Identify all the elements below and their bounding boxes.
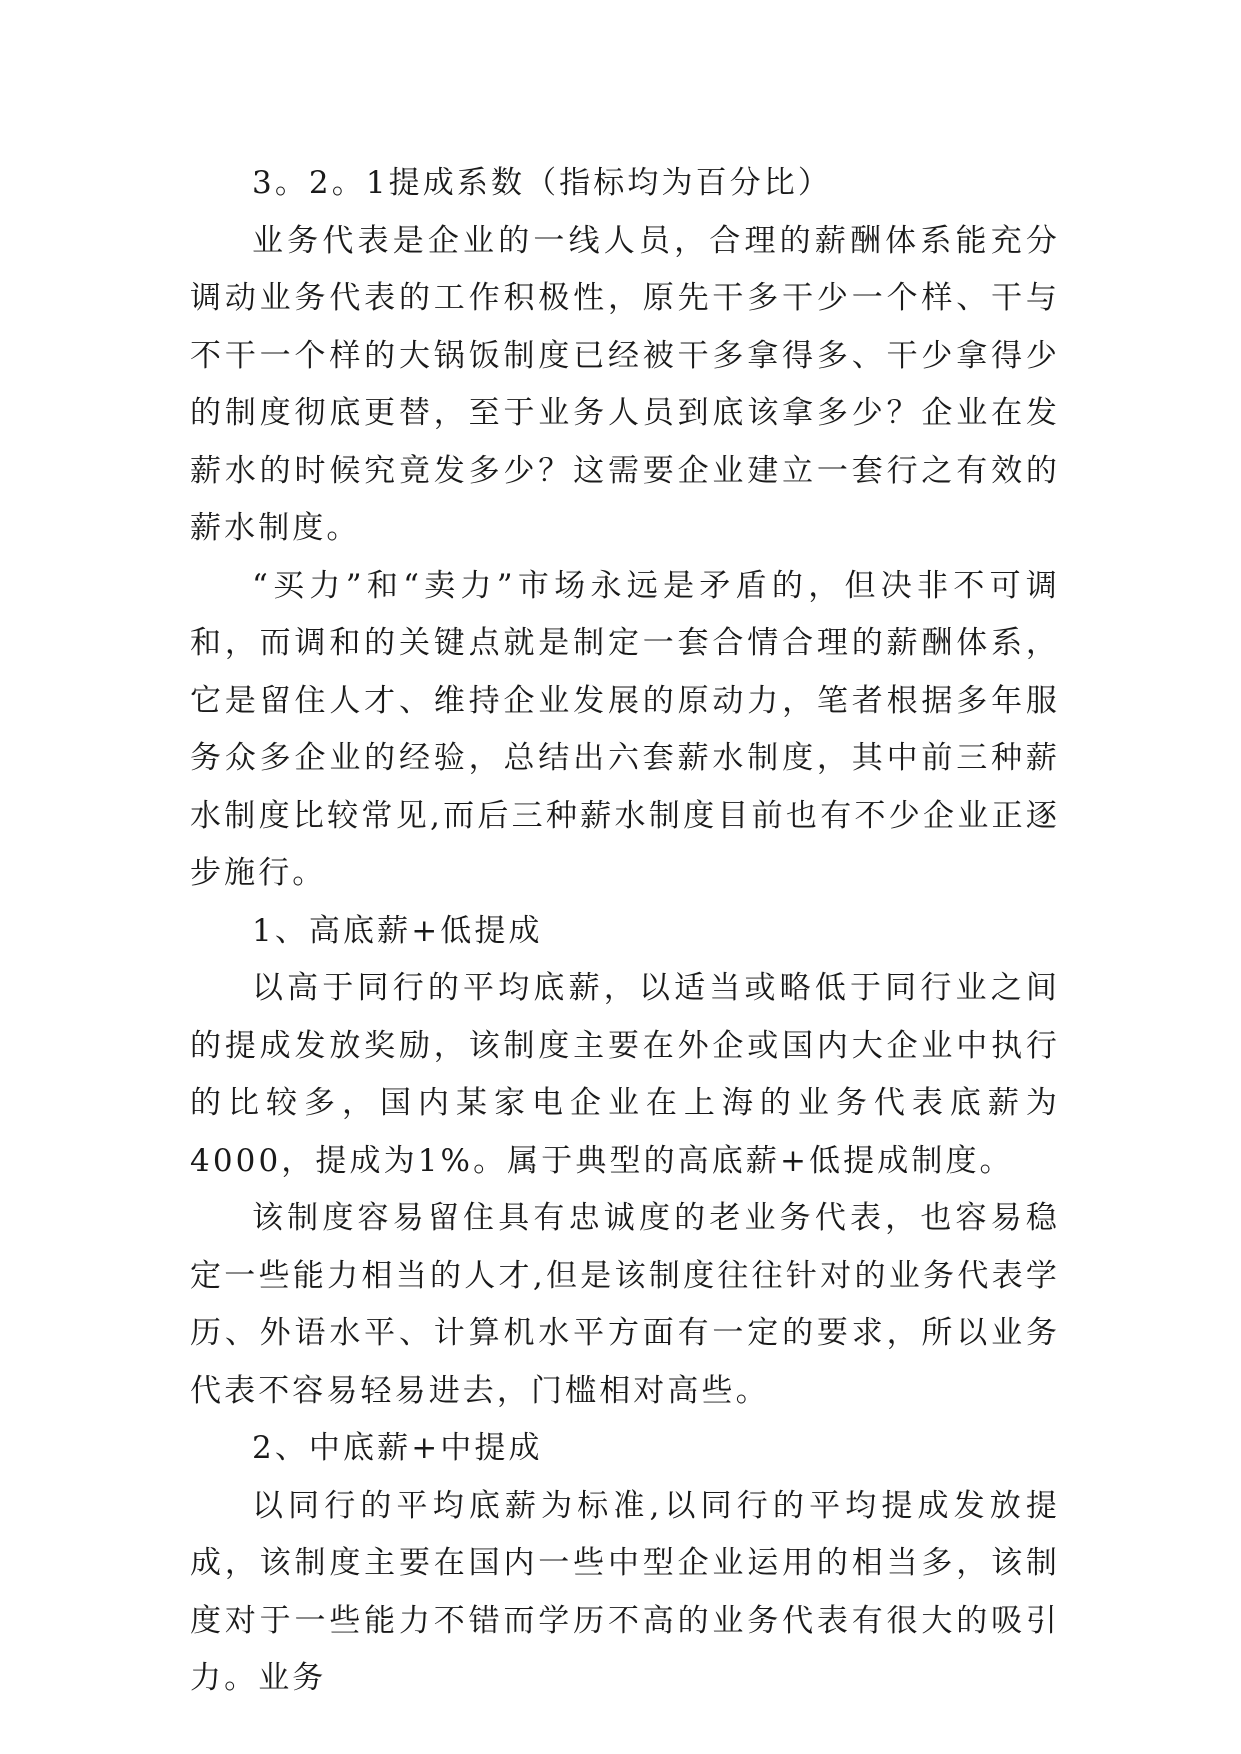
body-paragraph: 该制度容易留住具有忠诚度的老业务代表，也容易稳定一些能力相当的人才,但是该制度往往针对的业务代表学历、外语水平、计算机水平方面有一定的要求，所以业务代表不容易轻易进去，门槛相对高些。 (190, 1200, 1060, 1409)
list-heading: 2、中底薪+中提成 (252, 1430, 543, 1466)
body-paragraph: 以同行的平均底薪为标准,以同行的平均提成发放提成，该制度主要在国内一些中型企业运用的相当多，该制度对于一些能力不错而学历不高的业务代表有很大的吸引力。业务 (190, 1487, 1060, 1696)
body-paragraph: “买力”和“卖力”市场永远是矛盾的，但决非不可调和，而调和的关键点就是制定一套合情合理的薪酬体系，它是留住人才、维持企业发展的原动力，笔者根据多年服务众多企业的经验，总结出六套薪水制度，其中前三种薪水制度比较常见,而后三种薪水制度目前也有不少企业正逐步施行。 (190, 567, 1060, 891)
body-paragraph: 业务代表是企业的一线人员，合理的薪酬体系能充分调动业务代表的工作积极性，原先干多干少一个样、干与不干一个样的大锅饭制度已经被干多拿得多、干少拿得少的制度彻底更替，至于业务人员到底该拿多少？企业在发薪水的时候究竟发多少？这需要企业建立一套行之有效的薪水制度。 (190, 222, 1060, 546)
document-body (190, 155, 1060, 1708)
section-heading: 3。2。1提成系数（指标均为百分比） (252, 165, 832, 201)
body-paragraph: 以高于同行的平均底薪，以适当或略低于同行业之间的提成发放奖励，该制度主要在外企或国内大企业中执行的比较多，国内某家电企业在上海的业务代表底薪为4000，提成为1%。属于典型的高底薪+低提成制度。 (190, 970, 1060, 1179)
list-heading: 1、高底薪+低提成 (252, 912, 543, 949)
